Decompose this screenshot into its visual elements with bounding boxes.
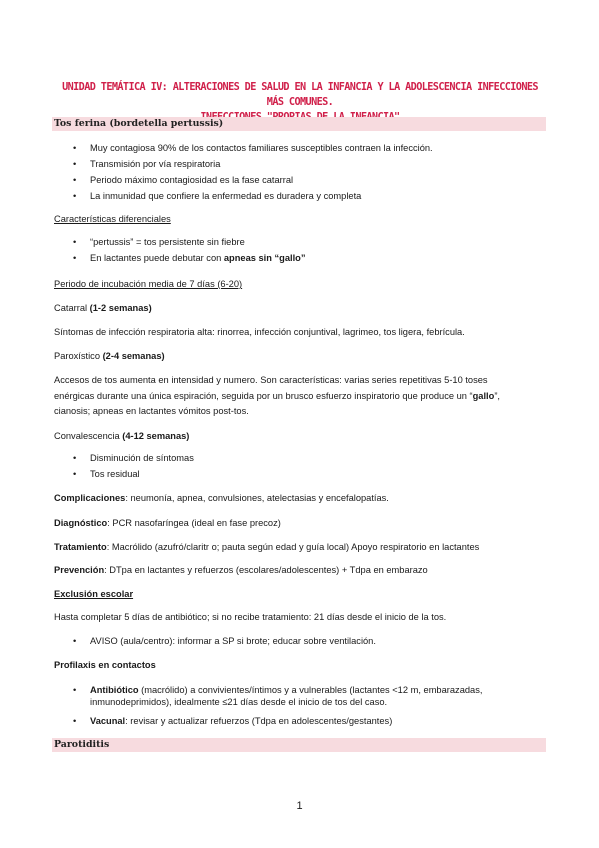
list-item: • Antibiótico (macrólido) a convivientes/íntimos y a vulnerables (lactantes <12 m, embarazadas, inmunodeprimidos), idealmente ≤21 días desde el inicio de tos del caso. [76, 684, 546, 708]
subheading-profilaxis: Profilaxis en contactos [54, 660, 156, 670]
section-title: Parotiditis [54, 739, 110, 750]
page-number: 1 [296, 800, 303, 812]
document-page: UNIDAD TEMÁTICA IV: ALTERACIONES DE SALUD EN LA INFANCIA Y LA ADOLESCENCIA INFECCIONES MÁS COMUNES. Tos ferina (bordetella pertussis) Muy contagiosa 90% de los contactos familiares susceptibles contraen la infección. Transmisión por vía respiratoria Periodo máximo contagiosidad es la fase catarral La inmunidad que confiere la enfermedad es duradera y completa Características diferenciales “pertussis” = tos persistente sin fiebre En lactantes puede debutar con apneas sin “gallo” Periodo de incubación media de 7 días (6-20) Catarral (1-2 semanas) Síntomas de infección respiratoria alta: rinorrea, infección conjuntival, lagrimeo, tos ligera, febrícula. Paroxístico (2-4 semanas) Accesos de tos aumenta en intensidad y numero. Son características: varias series repetitivas 5-10 toses enérgicas durante una única espiración, seguida por un brusco esfuerzo inspiratorio que produce un “gallo”, cianosis; apneas en lactantes vómitos post-tos. Convalescencia (4-12 semanas) Disminución de síntomas Tos residual Complicaciones: neumonía, apnea, convulsiones, atelectasias y encefalopatías. Diagnóstico: PCR nasofaríngea (ideal en fase precoz) Tratamiento: Macrólido (azufró/claritr o; pauta según edad y guía local) Apoyo respiratorio en lactantes Prevención: DTpa en lactantes y refuerzos (escolares/adolescentes) + Tdpa en embarazo Exclusión escolar Hasta completar 5 días de antibiótico; si no recibe tratamiento: 21 días desde el inicio de la tos. AVISO (aula/centro): informar a SP si brote; educar sobre ventilación. Profilaxis en contactos • Antibiótico (macrólido) a convivientes/íntimos y a vulnerables (lactantes <12 m, embarazadas, inmunodeprimidos), idealmente ≤21 días desde el inicio de tos del caso. Vacunal: revisar y actualizar refuerzos (Tdpa en adolescentes/gestantes) Parotiditis 1 [0, 0, 599, 848]
section-header-tos-ferina [52, 117, 546, 131]
phase-paroxistico-heading: Paroxístico (2-4 semanas) [54, 351, 165, 361]
subheading-caracteristicas: Características diferenciales [54, 214, 171, 224]
phase-paroxistico-text-2: enérgicas durante una única espiración, seguida por un brusco esfuerzo inspiratorio que produce un “gallo”, [54, 391, 501, 401]
complicaciones-line: Complicaciones: neumonía, apnea, convulsiones, atelectasias y encefalopatías. [54, 493, 389, 503]
section-header-parotiditis [52, 738, 546, 752]
tratamiento-line: Tratamiento: Macrólido (azufró/claritr o; pauta según edad y guía local) Apoyo respiratorio en lactantes [54, 542, 480, 552]
exclusion-text: Hasta completar 5 días de antibiótico; si no recibe tratamiento: 21 días desde el inicio de la tos. [54, 612, 447, 622]
prevencion-line: Prevención: DTpa en lactantes y refuerzos (escolares/adolescentes) + Tdpa en embarazo [54, 565, 428, 575]
diagnostico-line: Diagnóstico: PCR nasofaríngea (ideal en fase precoz) [54, 518, 281, 528]
phase-convalecencia-heading: Convalescencia (4-12 semanas) [54, 431, 190, 441]
subheading-incubacion: Periodo de incubación media de 7 días (6-20) [54, 279, 243, 289]
phase-catarral-heading: Catarral (1-2 semanas) [54, 303, 152, 313]
phase-paroxistico-text-1: Accesos de tos aumenta en intensidad y numero. Son características: varias series repetitivas 5-10 toses [54, 375, 488, 385]
title-line-1: UNIDAD TEMÁTICA IV: ALTERACIONES DE SALUD EN LA INFANCIA Y LA ADOLESCENCIA INFECCIONES MÁS COMUNES. [62, 82, 538, 108]
phase-paroxistico-text-3: cianosis; apneas en lactantes vómitos post-tos. [54, 406, 249, 416]
phase-catarral-text: Síntomas de infección respiratoria alta: rinorrea, infección conjuntival, lagrimeo, tos ligera, febrícula. [54, 327, 465, 337]
section-title: Tos ferina (bordetella pertussis) [54, 118, 224, 129]
subheading-exclusion: Exclusión escolar [54, 589, 134, 599]
